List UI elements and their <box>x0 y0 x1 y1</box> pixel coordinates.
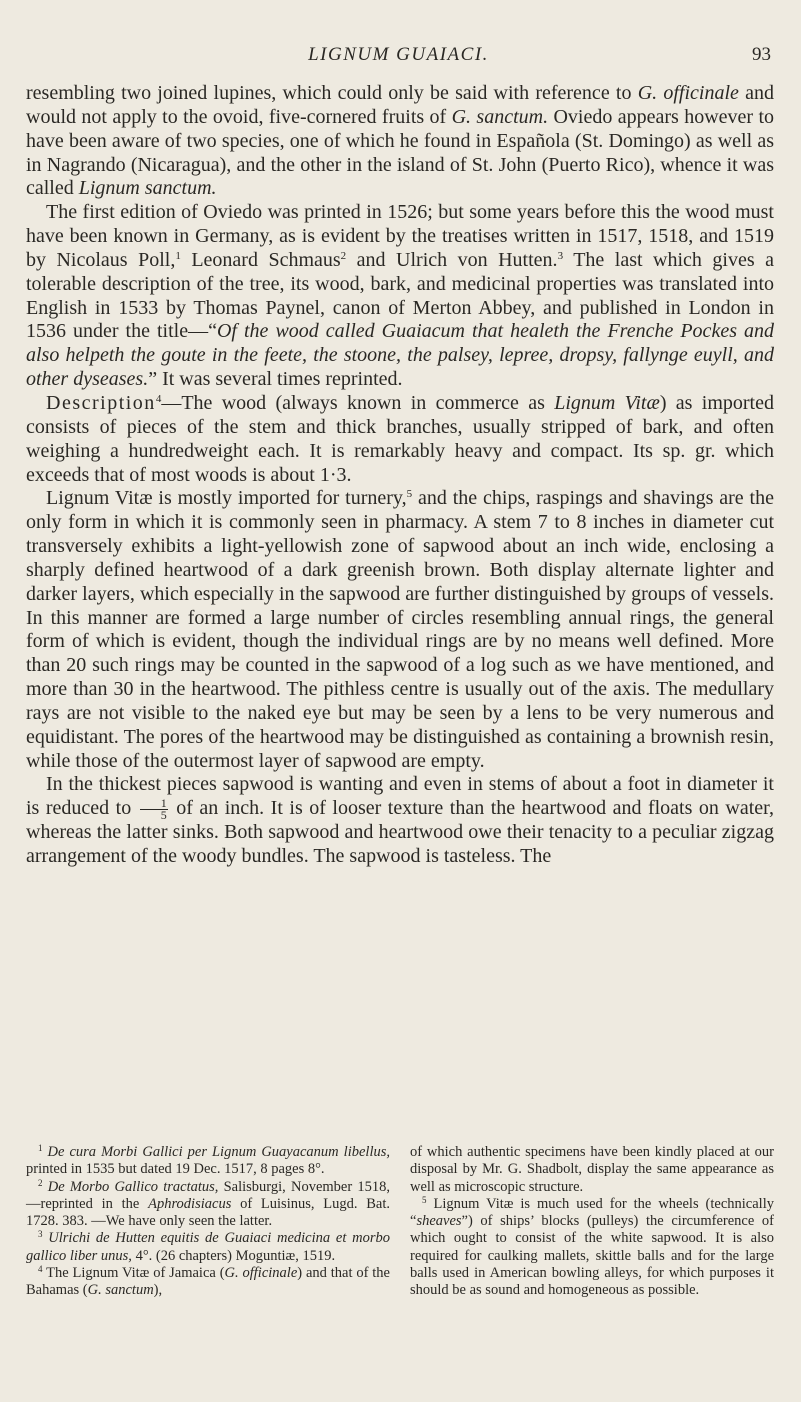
footnote-1: $^1$ De cura Morbi Gallici per Lignum Guayacanum libellus, printed in 1535 but dated 19 Dec. 1517, 8 pages 8°. <box>26 1143 390 1178</box>
section-heading-description: Description <box>46 391 156 414</box>
footnote-4-continued: of which authentic specimens have been kindly placed at our disposal by Mr. G. Shadbolt, display the same appearance as well as microscopic structure. <box>410 1144 774 1195</box>
footnote-2: $^2$ De Morbo Gallico tractatus, Salisburgi, November 1518,—reprinted in the Aphrodisiacus of Luisinus, Lugd. Bat. 1728. 383. —We have only seen the latter. <box>26 1177 391 1230</box>
footnotes-right-column <box>410 1144 774 1300</box>
footnote-ref-4: 4 <box>155 392 162 405</box>
paragraph-early-treatises: The first edition of Oviedo was printed in 1526; but some years before this the wood must have been known in Germany, as is evident by the treatises written in 1517, 1518, and 1519 by Nicolaus Poll,$^1$ Leonard Schmaus$^2$ and Ulrich von Hutten.$^3$ The last which gives a tolerable description of the tree, its wood, bark, and medicinal properties was translated into English in 1533 by Thomas Paynel, canon of Merton Abbey, and published in London in 1536 under the title—“Of the wood called Guaiacum that healeth the Frenche Pockes and also helpeth the goute in the feete, the stoone, the palsey, lepree, dropsy, fallynge euyll, and other dyseases.” It was several times reprinted. <box>26 201 775 391</box>
footnotes-left-column <box>26 1144 390 1300</box>
paragraph-sapwood: In the thickest pieces sapwood is wanting and even in stems of about a foot in diameter it is reduced to $\frac{1}{5}$ of an inch. It is of looser texture than the heartwood and floats on water, whereas the latter sinks. Both sapwood and heartwood owe their tenacity to a peculiar zigzag arrangement of the woody bundles. The sapwood is tasteless. The <box>26 773 775 868</box>
footnote-ref-1: 1 <box>175 249 181 262</box>
footnote-5: $^5$ Lignum Vitæ is much used for the wheels (technically “sheaves”) of ships’ blocks (pulleys) the circumference of which ought to consist of the white sapwood. It is also required for caulking mallets, skittle balls and for the large balls used in American bowling alleys, for which purposes it should be as sound and homogeneous as possible. <box>410 1194 774 1299</box>
paragraph-oviedo-species: resembling two joined lupines, which could only be said with reference to G. officinale and would not apply to the ovoid, five-cornered fruits of G. sanctum. Oviedo appears however to have been aware of two species, one of which he found in Española (St. Domingo) as well as in Nagrando (Nicaragua), and the other in the island of St. John (Puerto Rico), whence it was called Lignum sanctum. <box>26 82 774 200</box>
footnote-4: $^4$ The Lignum Vitæ of Jamaica (G. officinale) and that of the Bahamas (G. sanctum), <box>26 1264 390 1299</box>
footnote-ref-3: 3 <box>557 249 564 262</box>
paragraph-turnery: Lignum Vitæ is mostly imported for turnery,$^5$ and the chips, raspings and shavings are the only form in which it is commonly seen in pharmacy. A stem 7 to 8 inches in diameter cut transversely exhibits a light-yellowish zone of sapwood about an inch wide, enclosing a sharply defined heartwood of a dark greenish brown. Both display alternate lighter and darker layers, which especially in the sapwood are further distinguished by groups of vessels. In this manner are formed a large number of circles resembling annual rings, the general form of which is evident, though the individual rings are by no means well defined. More than 20 such rings may be counted in the sapwood of a log such as we have mentioned, and more than 30 in the heartwood. The pithless centre is usually out of the axis. The medullary rays are not visible to the naked eye but may be seen by a lens to be very numerous and equidistant. The pores of the heartwood may be distinguished as containing a brownish resin, while those of the outermost layer of sapwood are empty. <box>26 487 774 772</box>
footnotes <box>26 1144 774 1300</box>
footnote-3: $^3$ Ulrichi de Hutten equitis de Guaiaci medicina et morbo gallico liber unus, 4°. (26 chapters) Moguntiæ, 1519. <box>26 1229 390 1264</box>
footnote-ref-2: 2 <box>340 249 347 262</box>
footnote-ref-5: 5 <box>406 488 413 501</box>
fraction-one-fifth: $\frac{1}{5}$ <box>140 798 168 821</box>
body-text <box>26 82 774 869</box>
page-number: 93 <box>752 44 771 65</box>
running-head <box>26 44 771 72</box>
paragraph-description: Description$^4$—The wood (always known in commerce as Lignum Vitæ) as imported consists of pieces of the stem and thick branches, usually stripped of bark, and often weighing a hundredweight each. It is remarkably heavy and compact. Its sp. gr. which exceeds that of most woods is about 1·3. <box>26 391 774 486</box>
running-title: LIGNUM GUAIACI. <box>308 44 489 65</box>
